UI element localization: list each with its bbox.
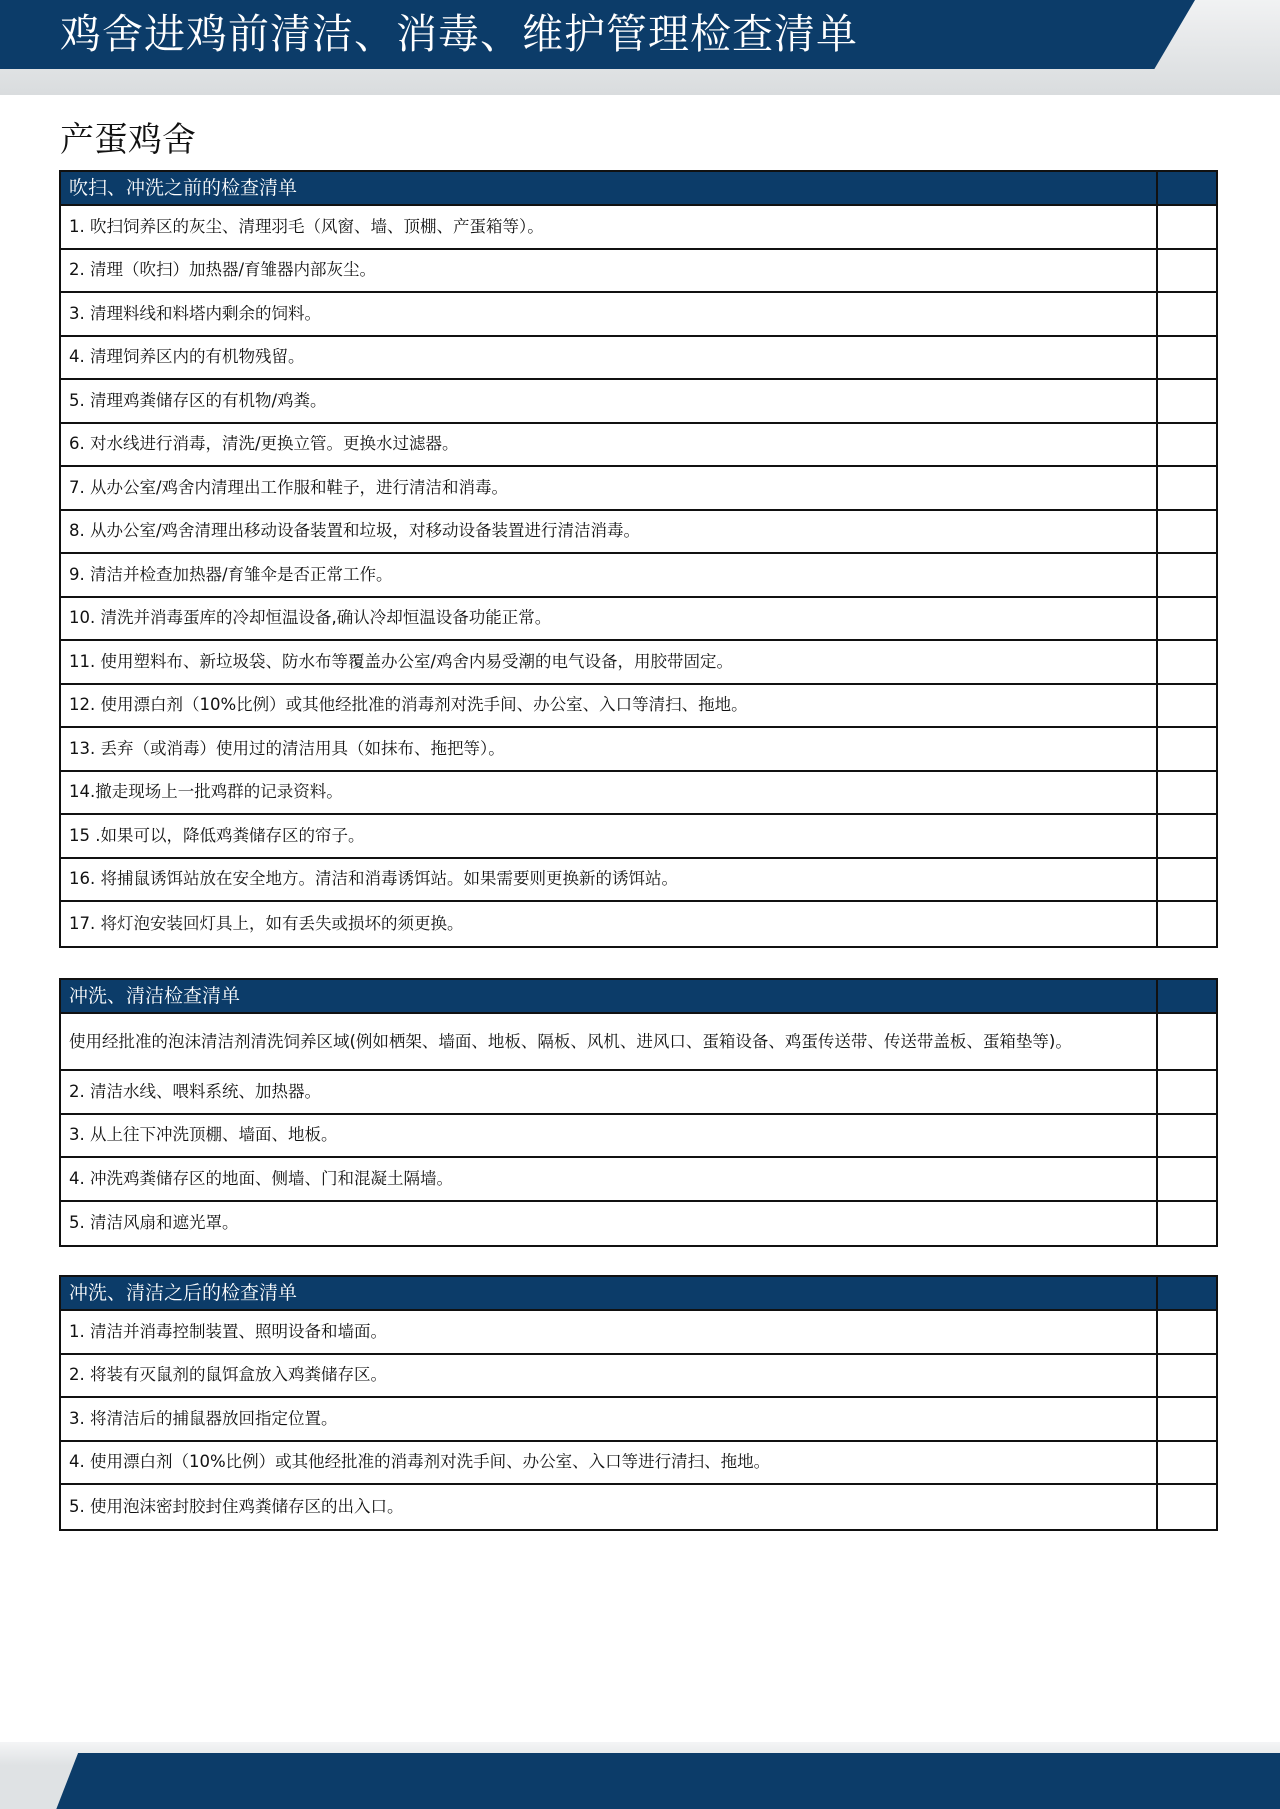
- checklist-row: [61, 772, 1216, 816]
- checkbox-cell[interactable]: [1158, 859, 1216, 901]
- checkbox-cell[interactable]: [1158, 1311, 1216, 1353]
- checklist-row: [61, 1158, 1216, 1202]
- checklist-item-text: 11. 使用塑料布、新垃圾袋、防水布等覆盖办公室/鸡舍内易受潮的电气设备，用胶带固定。: [61, 641, 1158, 683]
- checklist-row: [61, 685, 1216, 729]
- checklist-item-text: 4. 清理饲养区内的有机物残留。: [61, 337, 1158, 379]
- checklist-row: [61, 293, 1216, 337]
- checklist-row: [61, 250, 1216, 294]
- checklist-item-text: 13. 丢弃（或消毒）使用过的清洁用具（如抹布、拖把等）。: [61, 728, 1158, 770]
- checklist-item-text: 10. 清洗并消毒蛋库的冷却恒温设备,确认冷却恒温设备功能正常。: [61, 598, 1158, 640]
- section-heading: 冲洗、清洁检查清单: [61, 980, 1158, 1012]
- checklist-row: [61, 467, 1216, 511]
- checkbox-cell[interactable]: [1158, 1202, 1216, 1246]
- checklist-row: [61, 1115, 1216, 1159]
- checklist-section-flush-clean: [59, 978, 1218, 1247]
- checklist-row: [61, 206, 1216, 250]
- checklist-item-text: 7. 从办公室/鸡舍内清理出工作服和鞋子，进行清洁和消毒。: [61, 467, 1158, 509]
- checklist-row: [61, 1071, 1216, 1115]
- checklist-row: [61, 1311, 1216, 1355]
- checklist-item-text: 9. 清洁并检查加热器/育雏伞是否正常工作。: [61, 554, 1158, 596]
- checkbox-cell[interactable]: [1158, 380, 1216, 422]
- checklist-row: [61, 1485, 1216, 1529]
- checkbox-cell[interactable]: [1158, 250, 1216, 292]
- section-header-check-column: [1158, 1277, 1216, 1309]
- checklist-row: [61, 598, 1216, 642]
- checklist-item-text: 5. 清理鸡粪储存区的有机物/鸡粪。: [61, 380, 1158, 422]
- checklist-item-text: 5. 使用泡沫密封胶封住鸡粪储存区的出入口。: [61, 1485, 1158, 1529]
- checkbox-cell[interactable]: [1158, 772, 1216, 814]
- checkbox-cell[interactable]: [1158, 598, 1216, 640]
- checklist-section-before-flush: [59, 170, 1218, 948]
- checklist-row: [61, 380, 1216, 424]
- page-title: 鸡舍进鸡前清洁、消毒、维护管理检查清单: [60, 10, 858, 58]
- checkbox-cell[interactable]: [1158, 1115, 1216, 1157]
- checklist-row: [61, 1202, 1216, 1246]
- checklist-row: [61, 1355, 1216, 1399]
- checkbox-cell[interactable]: [1158, 685, 1216, 727]
- checklist-row: [61, 728, 1216, 772]
- checklist-row: [61, 337, 1216, 381]
- checklist-item-text: 3. 清理料线和料塔内剩余的饲料。: [61, 293, 1158, 335]
- checklist-row: [61, 859, 1216, 903]
- checklist-row: [61, 815, 1216, 859]
- checklist-item-text: 16. 将捕鼠诱饵站放在安全地方。清洁和消毒诱饵站。如果需要则更换新的诱饵站。: [61, 859, 1158, 901]
- checklist-row: [61, 424, 1216, 468]
- checklist-item-text: 3. 将清洁后的捕鼠器放回指定位置。: [61, 1398, 1158, 1440]
- checklist-item-text: 2. 清洁水线、喂料系统、加热器。: [61, 1071, 1158, 1113]
- checklist-row: [61, 1442, 1216, 1486]
- checkbox-cell[interactable]: [1158, 902, 1216, 946]
- checkbox-cell[interactable]: [1158, 424, 1216, 466]
- checklist-item-text: 14.撤走现场上一批鸡群的记录资料。: [61, 772, 1158, 814]
- checklist-item-text: 3. 从上往下冲洗顶棚、墙面、地板。: [61, 1115, 1158, 1157]
- section-heading: 冲洗、清洁之后的检查清单: [61, 1277, 1158, 1309]
- checklist-item-text: 12. 使用漂白剂（10%比例）或其他经批准的消毒剂对洗手间、办公室、入口等清扫、拖地。: [61, 685, 1158, 727]
- section-header: [61, 980, 1216, 1014]
- checkbox-cell[interactable]: [1158, 337, 1216, 379]
- checkbox-cell[interactable]: [1158, 1355, 1216, 1397]
- checklist-row: [61, 554, 1216, 598]
- checklist-item-text: 8. 从办公室/鸡舍清理出移动设备装置和垃圾，对移动设备装置进行清洁消毒。: [61, 511, 1158, 553]
- checkbox-cell[interactable]: [1158, 1014, 1216, 1069]
- section-heading: 吹扫、冲洗之前的检查清单: [61, 172, 1158, 204]
- checklist-item-text: 4. 冲洗鸡粪储存区的地面、侧墙、门和混凝土隔墙。: [61, 1158, 1158, 1200]
- checkbox-cell[interactable]: [1158, 641, 1216, 683]
- checklist-row: [61, 1014, 1216, 1071]
- checklist-item-text: 2. 将装有灭鼠剂的鼠饵盒放入鸡粪储存区。: [61, 1355, 1158, 1397]
- checkbox-cell[interactable]: [1158, 1442, 1216, 1484]
- checkbox-cell[interactable]: [1158, 1071, 1216, 1113]
- section-header: [61, 172, 1216, 206]
- checklist-row: [61, 641, 1216, 685]
- checklist-item-text: 6. 对水线进行消毒，清洗/更换立管。更换水过滤器。: [61, 424, 1158, 466]
- checklist-row: [61, 1398, 1216, 1442]
- checklist-item-text: 17. 将灯泡安装回灯具上，如有丢失或损坏的须更换。: [61, 902, 1158, 946]
- checklist-item-text: 15 .如果可以，降低鸡粪储存区的帘子。: [61, 815, 1158, 857]
- checkbox-cell[interactable]: [1158, 293, 1216, 335]
- checklist-item-text: 1. 吹扫饲养区的灰尘、清理羽毛（风窗、墙、顶棚、产蛋箱等）。: [61, 206, 1158, 248]
- page-subtitle: 产蛋鸡舍: [60, 120, 196, 160]
- checklist-section-after-flush: [59, 1275, 1218, 1531]
- checklist-row: [61, 902, 1216, 946]
- checkbox-cell[interactable]: [1158, 1398, 1216, 1440]
- checkbox-cell[interactable]: [1158, 467, 1216, 509]
- checkbox-cell[interactable]: [1158, 815, 1216, 857]
- section-header: [61, 1277, 1216, 1311]
- footer-bar: [0, 1753, 1280, 1809]
- checklist-item-text: 1. 清洁并消毒控制装置、照明设备和墙面。: [61, 1311, 1158, 1353]
- section-header-check-column: [1158, 172, 1216, 204]
- checklist-item-text: 5. 清洁风扇和遮光罩。: [61, 1202, 1158, 1246]
- checklist-item-text: 使用经批准的泡沫清洁剂清洗饲养区域(例如栖架、墙面、地板、隔板、风机、进风口、蛋箱设备、鸡蛋传送带、传送带盖板、蛋箱垫等)。: [61, 1014, 1158, 1069]
- checkbox-cell[interactable]: [1158, 1485, 1216, 1529]
- checkbox-cell[interactable]: [1158, 511, 1216, 553]
- checkbox-cell[interactable]: [1158, 554, 1216, 596]
- checklist-item-text: 4. 使用漂白剂（10%比例）或其他经批准的消毒剂对洗手间、办公室、入口等进行清扫、拖地。: [61, 1442, 1158, 1484]
- section-header-check-column: [1158, 980, 1216, 1012]
- checklist-row: [61, 511, 1216, 555]
- checkbox-cell[interactable]: [1158, 206, 1216, 248]
- checkbox-cell[interactable]: [1158, 728, 1216, 770]
- checkbox-cell[interactable]: [1158, 1158, 1216, 1200]
- checklist-item-text: 2. 清理（吹扫）加热器/育雏器内部灰尘。: [61, 250, 1158, 292]
